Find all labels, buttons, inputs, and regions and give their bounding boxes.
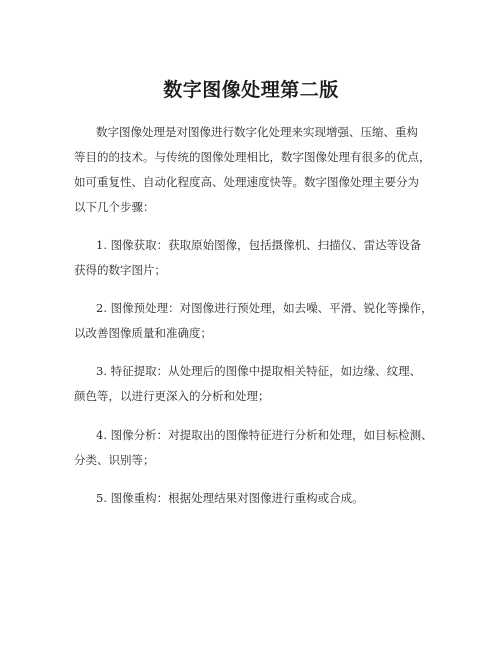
step-5-line-1: 5. 图像重构：根据处理结果对图像进行重构或合成。 bbox=[96, 491, 364, 505]
step-3-line-2: 颜色等，以进行更深入的分析和处理； bbox=[74, 389, 270, 403]
step-2-line-1: 2. 图像预处理：对图像进行预处理，如去噪、平滑、锐化等操作， bbox=[96, 301, 433, 315]
step-1-line-2: 获得的数字图片； bbox=[74, 263, 166, 277]
document-title: 数字图像处理第二版 bbox=[163, 79, 339, 101]
step-2-line-2: 以改善图像质量和准确度； bbox=[74, 326, 212, 340]
intro-line-4: 以下几个步骤： bbox=[74, 200, 155, 214]
intro-line-2: 等目的的技术。与传统的图像处理相比，数字图像处理有很多的优点， bbox=[74, 150, 431, 164]
step-3-line-1: 3. 特征提取：从处理后的图像中提取相关特征，如边缘、纹理、 bbox=[96, 364, 422, 378]
step-4-line-1: 4. 图像分析：对提取出的图像特征进行分析和处理，如目标检测、 bbox=[96, 428, 433, 442]
intro-line-3: 如可重复性、自动化程度高、处理速度快等。数字图像处理主要分为 bbox=[74, 175, 419, 189]
step-1-line-1: 1. 图像获取：获取原始图像，包括摄像机、扫描仪、雷达等设备 bbox=[96, 238, 422, 252]
step-4-line-2: 分类、识别等； bbox=[74, 453, 155, 467]
intro-line-1: 数字图像处理是对图像进行数字化处理来实现增强、压缩、重构 bbox=[96, 125, 418, 139]
